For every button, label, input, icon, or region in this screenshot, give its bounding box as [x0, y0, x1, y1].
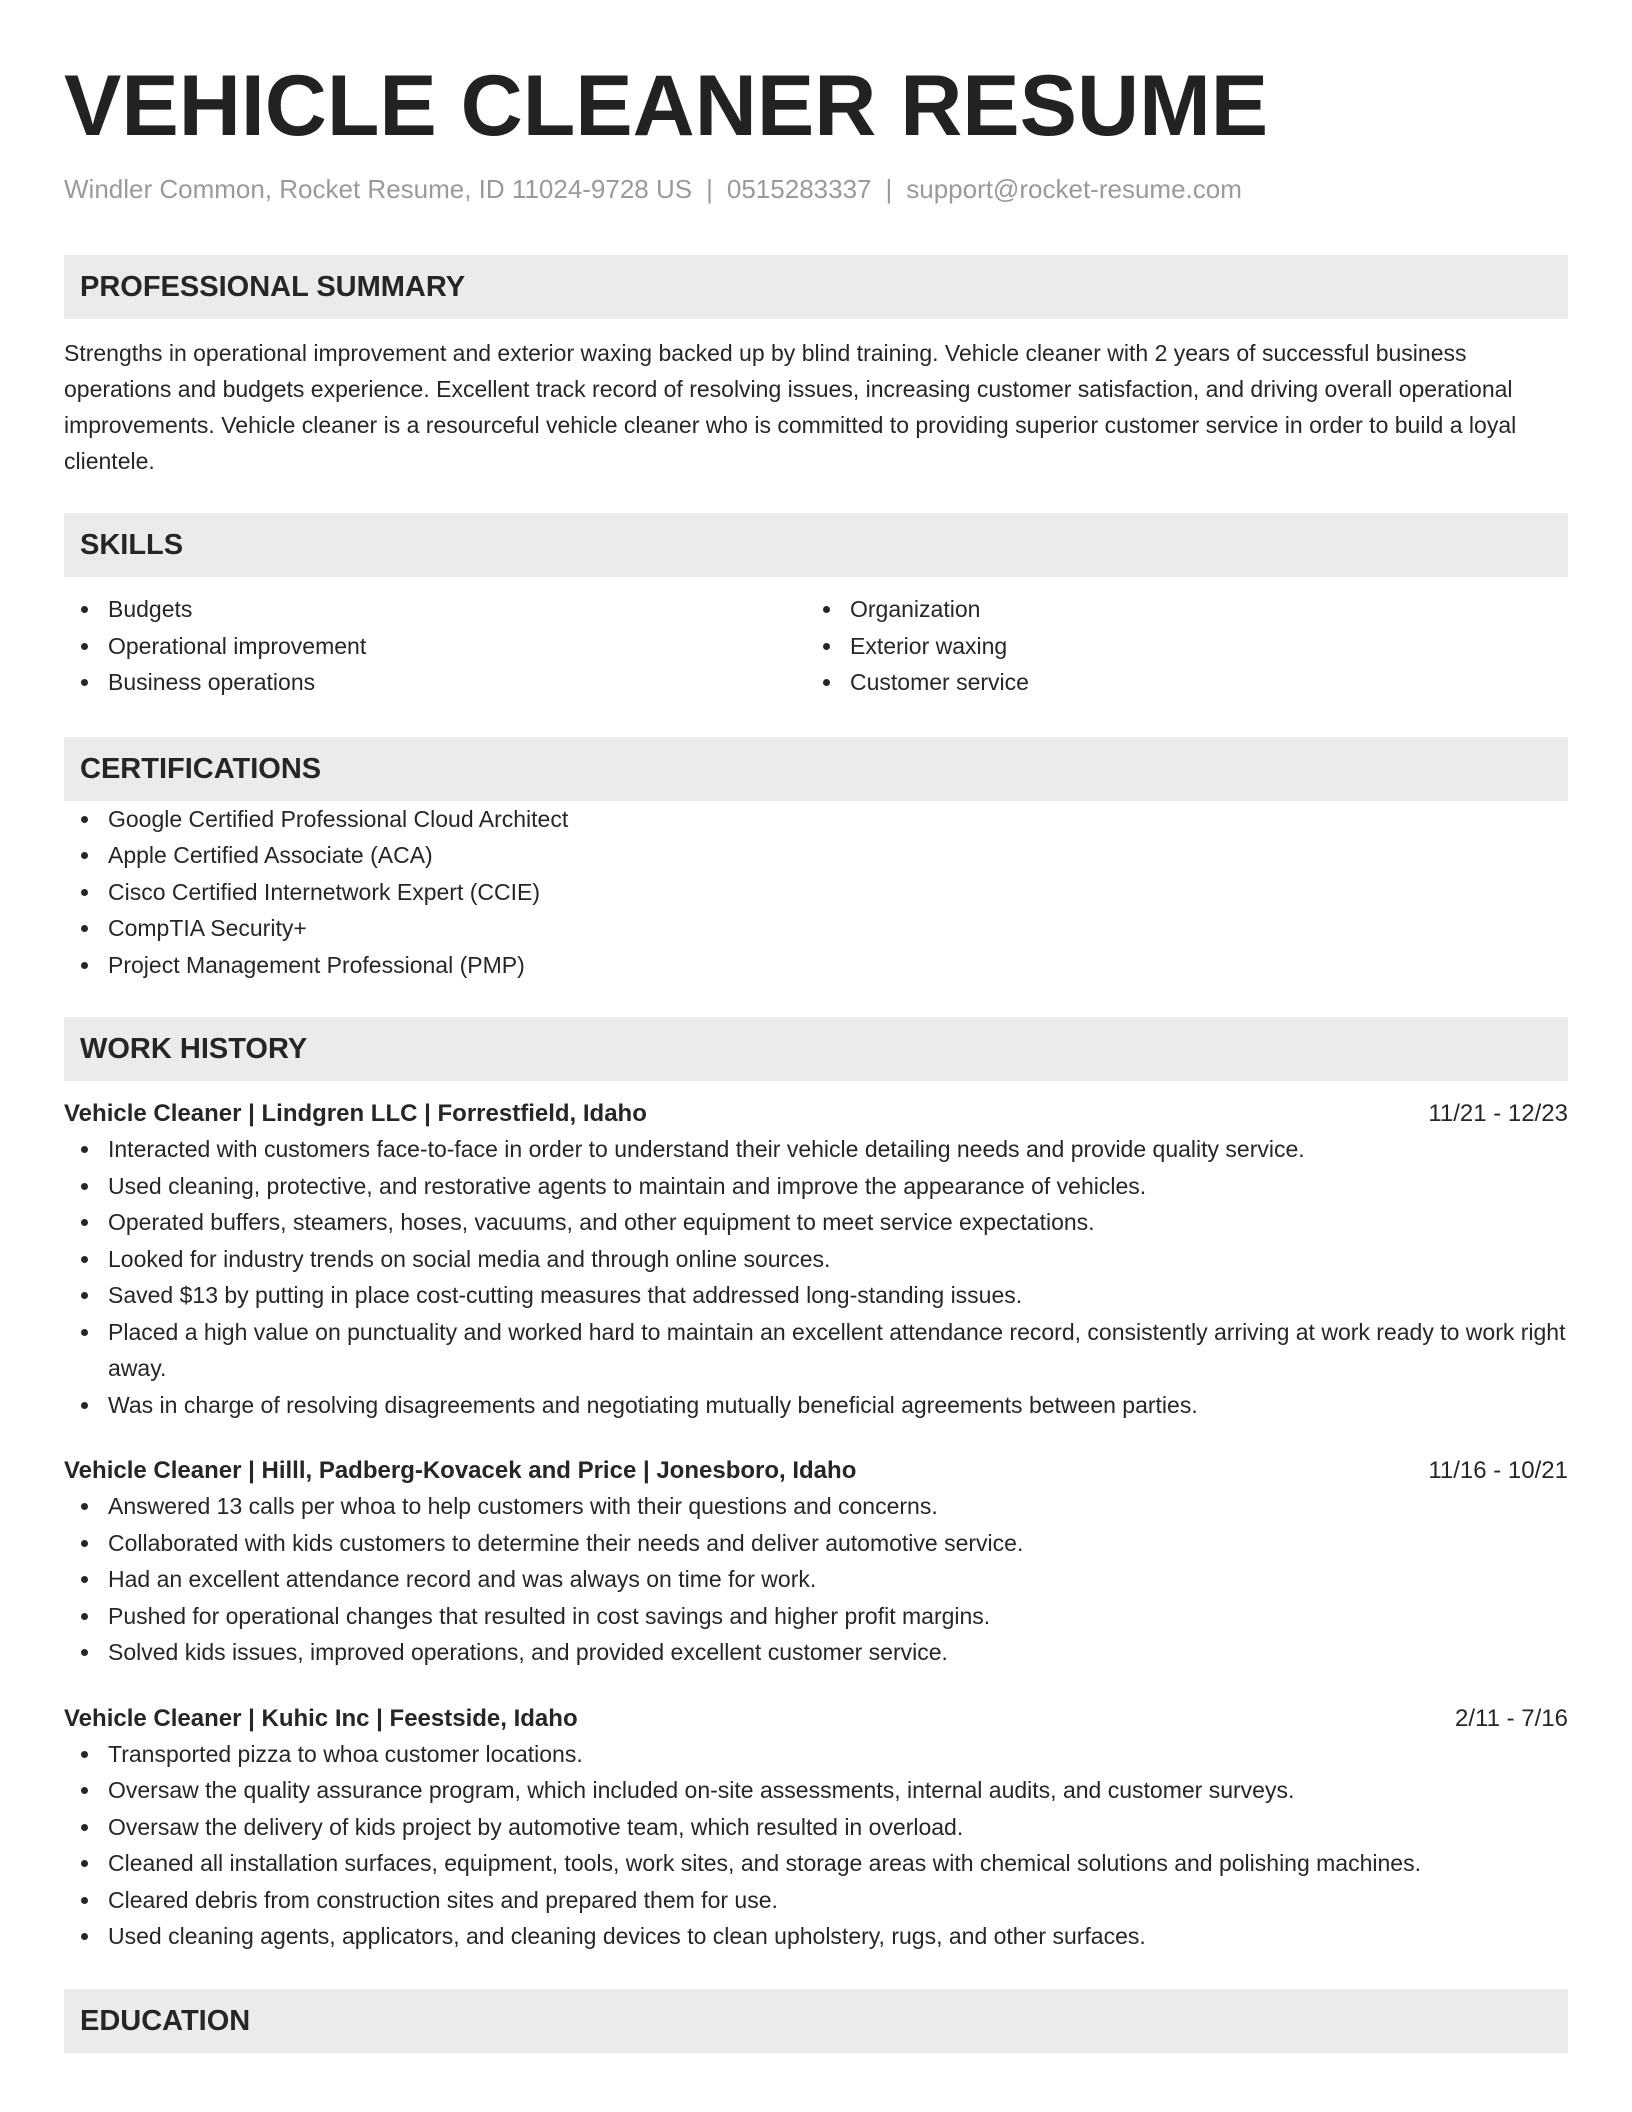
certification-item: Google Certified Professional Cloud Architect — [64, 801, 1568, 838]
job-duty: Oversaw the delivery of kids project by automotive team, which resulted in overload. — [64, 1809, 1568, 1846]
certification-item: Cisco Certified Internetwork Expert (CCIE) — [64, 874, 1568, 911]
job-header — [64, 1702, 1568, 1736]
job-title: Vehicle Cleaner | Lindgren LLC | Forrestfield, Idaho — [64, 1100, 647, 1127]
job-title: Vehicle Cleaner | Hilll, Padberg-Kovacek and Price | Jonesboro, Idaho — [64, 1457, 857, 1484]
job-duties-list — [64, 1488, 1568, 1671]
certification-item: CompTIA Security+ — [64, 910, 1568, 947]
job-duties-list — [64, 1131, 1568, 1423]
education-section — [64, 1989, 1568, 2053]
section-heading: EDUCATION — [64, 1989, 1568, 2053]
job-duty: Pushed for operational changes that resulted in cost savings and higher profit margins. — [64, 1598, 1568, 1635]
certification-item: Project Management Professional (PMP) — [64, 947, 1568, 984]
job-duty: Was in charge of resolving disagreements and negotiating mutually beneficial agreements between parties. — [64, 1387, 1568, 1424]
contact-address: Windler Common, Rocket Resume, ID 11024-9728 US — [64, 174, 693, 204]
skill-item: Organization — [806, 591, 1548, 628]
work-history-section — [64, 1017, 1568, 1955]
resume-title: VEHICLE CLEANER RESUME — [64, 58, 1269, 154]
certifications-list — [64, 801, 1568, 984]
job-entry — [64, 1454, 1568, 1671]
certifications-section — [64, 737, 1568, 984]
job-duty: Transported pizza to whoa customer locations. — [64, 1736, 1568, 1773]
skills-columns — [64, 591, 1568, 701]
job-entry — [64, 1702, 1568, 1955]
job-dates: 11/16 - 10/21 — [1428, 1457, 1568, 1484]
job-duty: Interacted with customers face-to-face in order to understand their vehicle detailing needs and provide quality service. — [64, 1131, 1568, 1168]
job-header — [64, 1097, 1568, 1131]
contact-separator: | — [706, 174, 713, 204]
skill-item: Budgets — [64, 591, 806, 628]
skill-item: Operational improvement — [64, 628, 806, 665]
contact-line — [64, 172, 1568, 206]
section-heading: CERTIFICATIONS — [64, 737, 1568, 801]
job-header — [64, 1454, 1568, 1488]
job-duty: Operated buffers, steamers, hoses, vacuums, and other equipment to meet service expectations. — [64, 1204, 1568, 1241]
section-heading: PROFESSIONAL SUMMARY — [64, 255, 1568, 319]
job-duty: Looked for industry trends on social media and through online sources. — [64, 1241, 1568, 1278]
job-title: Vehicle Cleaner | Kuhic Inc | Feestside, Idaho — [64, 1704, 578, 1732]
job-duty: Collaborated with kids customers to determine their needs and deliver automotive service. — [64, 1525, 1568, 1562]
professional-summary-section — [64, 255, 1568, 479]
job-dates: 2/11 - 7/16 — [1455, 1704, 1568, 1732]
job-duty: Had an excellent attendance record and was always on time for work. — [64, 1561, 1568, 1598]
skills-list-right — [806, 591, 1548, 701]
job-dates: 11/21 - 12/23 — [1428, 1100, 1568, 1127]
job-duty: Placed a high value on punctuality and worked hard to maintain an excellent attendance record, consistently arriving at work ready to work right away. — [64, 1314, 1568, 1387]
job-duty: Cleared debris from construction sites and prepared them for use. — [64, 1882, 1568, 1919]
job-duty: Used cleaning agents, applicators, and cleaning devices to clean upholstery, rugs, and other surfaces. — [64, 1918, 1568, 1955]
job-duty: Saved $13 by putting in place cost-cutting measures that addressed long-standing issues. — [64, 1277, 1568, 1314]
job-duty: Solved kids issues, improved operations, and provided excellent customer service. — [64, 1634, 1568, 1671]
job-duty: Oversaw the quality assurance program, which included on-site assessments, internal audits, and customer surveys. — [64, 1772, 1568, 1809]
job-duties-list — [64, 1736, 1568, 1955]
resume-page — [64, 0, 1568, 2053]
skill-item: Business operations — [64, 664, 806, 701]
skills-section — [64, 513, 1568, 701]
skills-list-left — [64, 591, 806, 701]
section-heading: SKILLS — [64, 513, 1568, 577]
job-duty: Used cleaning, protective, and restorative agents to maintain and improve the appearance of vehicles. — [64, 1168, 1568, 1205]
contact-separator: | — [885, 174, 893, 204]
skill-item: Customer service — [806, 664, 1548, 701]
skill-item: Exterior waxing — [806, 628, 1548, 665]
summary-text: Strengths in operational improvement and exterior waxing backed up by blind training. Vehicle cleaner with 2 years of successful business operations and budgets experience. Excellent track record of resolving issues, increasing customer satisfaction, and driving overall operational improvements. Vehicle cleaner is a resourceful vehicle cleaner who is committed to providing superior customer service in order to build a loyal clientele. — [64, 340, 1517, 474]
contact-email: support@rocket-resume.com — [906, 174, 1242, 204]
job-entry — [64, 1097, 1568, 1423]
contact-phone: 0515283337 — [726, 174, 872, 204]
job-duty: Answered 13 calls per whoa to help customers with their questions and concerns. — [64, 1488, 1568, 1525]
certification-item: Apple Certified Associate (ACA) — [64, 837, 1568, 874]
job-duty: Cleaned all installation surfaces, equipment, tools, work sites, and storage areas with chemical solutions and polishing machines. — [64, 1845, 1568, 1882]
section-heading: WORK HISTORY — [64, 1017, 1568, 1081]
